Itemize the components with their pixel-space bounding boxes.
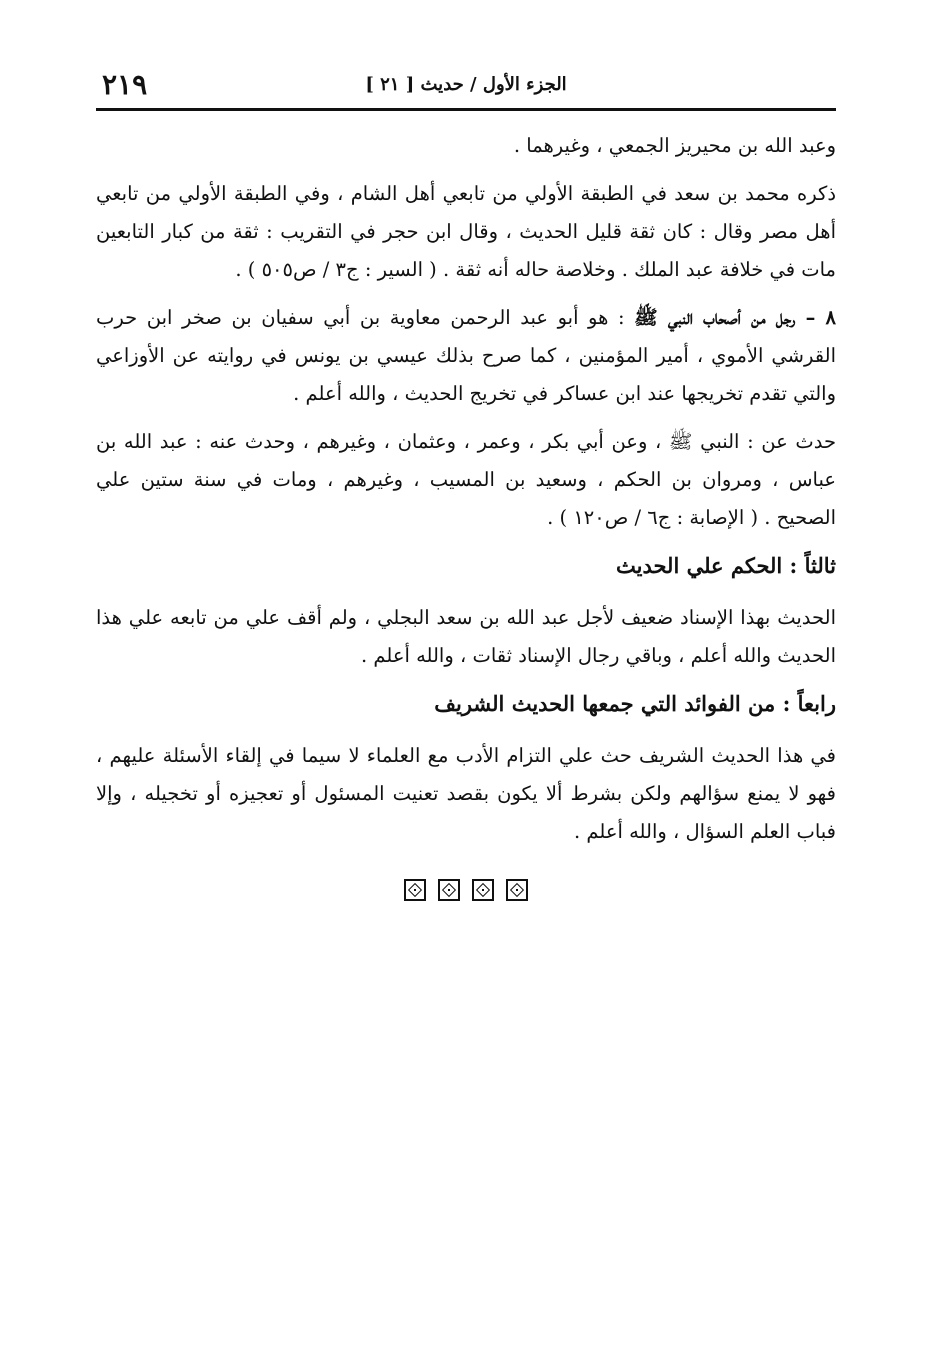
section-heading-ruling: ثالثاً : الحكم علي الحديث — [616, 553, 836, 578]
running-header — [96, 60, 836, 111]
paragraph-narrator-8 — [96, 299, 836, 413]
page-content — [96, 127, 836, 901]
paragraph-narrations: حدث عن : النبي ﷺ ، وعن أبي بكر ، وعمر ، وعثمان ، وغيرهم ، وحدث عنه : عبد الله بن عباس ، ومروان بن الحكم ، وسعيد بن المسيب ، وغيرهم ، ومات في سنة ستين علي الصحيح . ( الإصابة : ج٦ / ص١٢٠ ) . — [96, 430, 836, 529]
ornament-icon — [506, 879, 528, 901]
ornament-icon — [438, 879, 460, 901]
book-page — [96, 60, 836, 901]
ornament-icon — [404, 879, 426, 901]
paragraph-continuation: وعبد الله بن محيريز الجمعي ، وغيرهما . — [513, 134, 836, 157]
page-number: ٢١٩ — [102, 68, 148, 101]
paragraph-benefits: في هذا الحديث الشريف حث علي التزام الأدب مع العلماء لا سيما في إلقاء الأسئلة عليهم ، فهو لا يمنع سؤالهم ولكن بشرط ألا يكون بقصد تعنيت المسئول أو تعجيزه أو تخجيله ، وإلا فباب العلم السؤال ، والله أعلم . — [96, 744, 836, 843]
ornament-icon — [472, 879, 494, 901]
ornament-divider — [96, 879, 836, 901]
narrator-text: : هو أبو عبد الرحمن معاوية بن أبي سفيان بن صخر ابن حرب القرشي الأموي ، أمير المؤمنين ، كما صرح بذلك عيسي بن يونس في روايته عن الأوزاعي والتي تقدم تخريجها عند ابن عساكر في تخريج الحديث ، والله أعلم . — [96, 306, 836, 405]
section-heading-benefits: رابعاً : من الفوائد التي جمعها الحديث الشريف — [434, 691, 836, 716]
narrator-lead: ٨ – رجل من أصحاب النبي ﷺ — [634, 306, 836, 329]
header-title: الجزء الأول / حديث [ ٢١ ] — [365, 74, 567, 95]
paragraph-ruling: الحديث بهذا الإسناد ضعيف لأجل عبد الله بن سعد البجلي ، ولم أقف علي من تابعه علي هذا الحديث والله أعلم ، وباقي رجال الإسناد ثقات ، والله أعلم . — [96, 606, 836, 667]
paragraph-biography: ذكره محمد بن سعد في الطبقة الأولي من تابعي أهل الشام ، وفي الطبقة الأولي من تابعي أهل مصر وقال : كان ثقة قليل الحديث ، وقال ابن حجر في التقريب : ثقة من كبار التابعين مات في خلافة عبد الملك . وخلاصة حاله أنه ثقة . ( السير : ج٣ / ص٥٠٥ ) . — [96, 182, 836, 281]
